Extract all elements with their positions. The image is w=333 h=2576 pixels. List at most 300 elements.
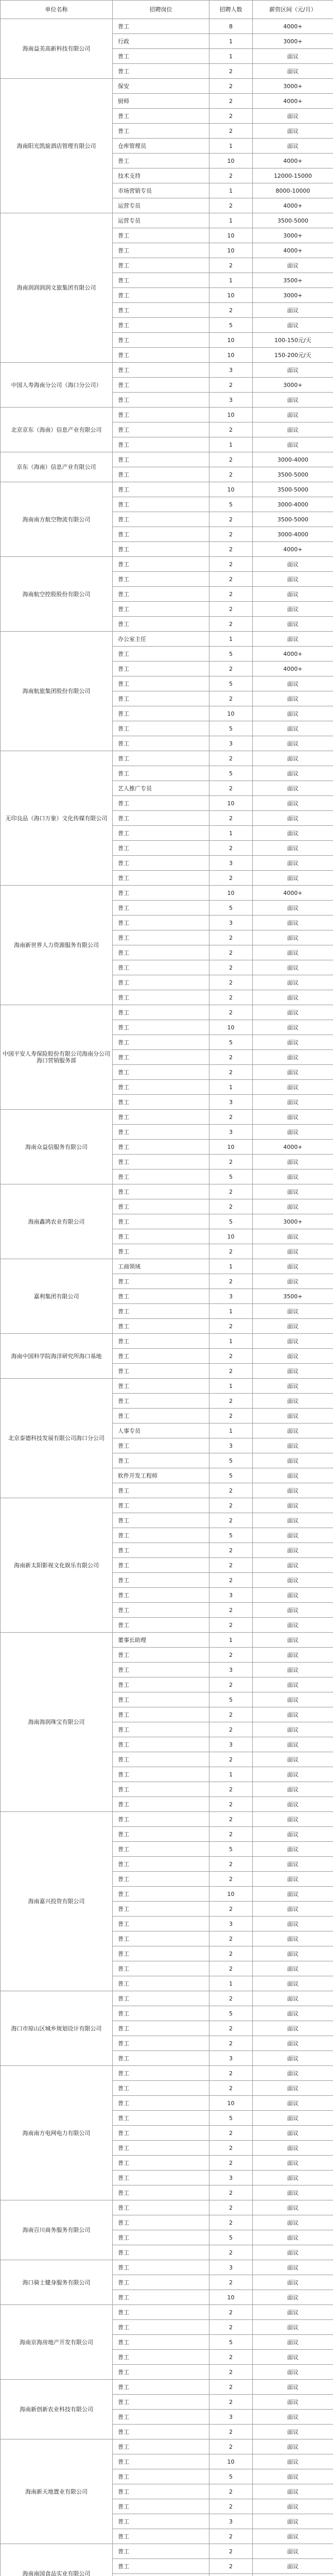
- headcount-cell: 2: [209, 1573, 253, 1588]
- job-title-cell: 普工: [113, 736, 209, 751]
- job-title-cell: 普工: [113, 2156, 209, 2171]
- salary-cell: 面议: [253, 1319, 333, 1334]
- headcount-cell: 2: [209, 1946, 253, 1961]
- job-title-cell: 普工: [113, 1214, 209, 1229]
- job-title-cell: 普工: [113, 2260, 209, 2275]
- job-title-cell: 人事专员: [113, 1423, 209, 1438]
- salary-cell: 3500+: [253, 273, 333, 288]
- unit-name-cell: 海南南国食品实业有限公司: [1, 2544, 113, 2576]
- salary-cell: 面议: [253, 2171, 333, 2185]
- salary-cell: 面议: [253, 318, 333, 333]
- unit-name-cell: 海南鑫鸿农业有限公司: [1, 1184, 113, 1259]
- job-title-cell: 普工: [113, 1842, 209, 1857]
- job-title-cell: 普工: [113, 1065, 209, 1080]
- headcount-cell: 5: [209, 2006, 253, 2021]
- salary-cell: 3000-4000: [253, 497, 333, 512]
- job-title-cell: 普工: [113, 408, 209, 422]
- salary-cell: 面议: [253, 1155, 333, 1170]
- salary-cell: 面议: [253, 2380, 333, 2395]
- salary-cell: 面议: [253, 856, 333, 871]
- job-title-cell: 普工: [113, 1618, 209, 1633]
- salary-cell: 3000+: [253, 228, 333, 243]
- job-title-cell: 普工: [113, 333, 209, 348]
- headcount-cell: 5: [209, 2111, 253, 2126]
- salary-cell: 4000+: [253, 94, 333, 109]
- salary-cell: 面议: [253, 2454, 333, 2469]
- job-title-cell: 普工: [113, 1334, 209, 1349]
- salary-cell: 面议: [253, 1782, 333, 1797]
- job-title-cell: 普工: [113, 288, 209, 303]
- job-title-cell: 普工: [113, 124, 209, 139]
- headcount-cell: 2: [209, 168, 253, 183]
- salary-cell: 面议: [253, 736, 333, 751]
- salary-cell: 面议: [253, 1752, 333, 1767]
- job-title-cell: 普工: [113, 1931, 209, 1946]
- salary-cell: 4000+: [253, 662, 333, 676]
- salary-cell: 面议: [253, 408, 333, 422]
- salary-cell: 面议: [253, 2051, 333, 2066]
- salary-cell: 面议: [253, 258, 333, 273]
- job-title-cell: 普工: [113, 258, 209, 273]
- job-title-cell: 普工: [113, 1513, 209, 1528]
- job-title-cell: 普工: [113, 751, 209, 766]
- job-title-cell: 普工: [113, 1394, 209, 1409]
- job-title-cell: 董事长助理: [113, 1633, 209, 1648]
- table-row: [1, 452, 333, 467]
- job-title-cell: 普工: [113, 1080, 209, 1095]
- job-title-cell: 普工: [113, 2439, 209, 2454]
- headcount-cell: 2: [209, 2081, 253, 2096]
- job-title-cell: 普工: [113, 2529, 209, 2544]
- job-title-cell: [113, 2574, 209, 2576]
- headcount-cell: 2: [209, 2365, 253, 2380]
- headcount-cell: 2: [209, 1155, 253, 1170]
- salary-cell: 面议: [253, 1468, 333, 1483]
- salary-cell: 面议: [253, 1573, 333, 1588]
- job-title-cell: 仓库管理员: [113, 139, 209, 154]
- salary-cell: 面议: [253, 2335, 333, 2350]
- job-title-cell: 普工: [113, 1319, 209, 1334]
- job-title-cell: 普工: [113, 617, 209, 632]
- headcount-cell: 5: [209, 1692, 253, 1707]
- table-row: [1, 632, 333, 647]
- salary-cell: 面议: [253, 632, 333, 647]
- salary-cell: 面议: [253, 1931, 333, 1946]
- headcount-cell: 2: [209, 781, 253, 796]
- salary-cell: 面议: [253, 1648, 333, 1663]
- headcount-cell: 2: [209, 1349, 253, 1364]
- job-title-cell: 普工: [113, 1857, 209, 1872]
- job-title-cell: 普工: [113, 1125, 209, 1140]
- salary-cell: 面议: [253, 1080, 333, 1095]
- job-title-cell: 普工: [113, 1095, 209, 1110]
- headcount-cell: 3: [209, 2171, 253, 2185]
- unit-name-cell: 海南新太阳影视文化娱乐有限公司: [1, 1498, 113, 1633]
- headcount-cell: 2: [209, 1961, 253, 1976]
- job-title-cell: 普工: [113, 2126, 209, 2141]
- salary-cell: 面议: [253, 811, 333, 826]
- headcount-cell: 2: [209, 2275, 253, 2290]
- job-title-cell: 普工: [113, 348, 209, 363]
- header-job: 招聘岗位: [113, 1, 209, 19]
- job-title-cell: 工商领域: [113, 1259, 209, 1274]
- headcount-cell: 2: [209, 1558, 253, 1573]
- headcount-cell: 2: [209, 2320, 253, 2335]
- job-title-cell: 普工: [113, 811, 209, 826]
- headcount-cell: 2: [209, 1707, 253, 1722]
- unit-name-cell: 海口骑士健身服务有限公司: [1, 2260, 113, 2305]
- unit-name-cell: 北京泰德科技发展有限公司海口分公司: [1, 1379, 113, 1498]
- headcount-cell: 2: [209, 1722, 253, 1737]
- headcount-cell: 1: [209, 1633, 253, 1648]
- table-row: [1, 1812, 333, 1827]
- job-title-cell: 普工: [113, 1050, 209, 1065]
- job-title-cell: 普工: [113, 2021, 209, 2036]
- headcount-cell: 1: [209, 1259, 253, 1274]
- unit-name-cell: 海南益美高新科技有限公司: [1, 19, 113, 79]
- salary-cell: 面议: [253, 1842, 333, 1857]
- salary-cell: 面议: [253, 2245, 333, 2260]
- job-title-cell: 普工: [113, 2484, 209, 2499]
- salary-cell: 面议: [253, 64, 333, 79]
- salary-cell: 12000-15000: [253, 168, 333, 183]
- job-title-cell: 普工: [113, 1558, 209, 1573]
- salary-cell: 面议: [253, 2469, 333, 2484]
- headcount-cell: 2: [209, 1184, 253, 1199]
- salary-cell: 面议: [253, 2439, 333, 2454]
- salary-cell: 面议: [253, 1588, 333, 1603]
- headcount-cell: 10: [209, 333, 253, 348]
- job-title-cell: 普工: [113, 1304, 209, 1319]
- salary-cell: 3000+: [253, 34, 333, 49]
- salary-cell: 面议: [253, 2395, 333, 2410]
- job-title-cell: 普工: [113, 363, 209, 378]
- job-title-cell: 普工: [113, 49, 209, 64]
- job-title-cell: 普工: [113, 1827, 209, 1842]
- salary-cell: 面议: [253, 1677, 333, 1692]
- job-title-cell: 普工: [113, 378, 209, 393]
- salary-cell: 3000+: [253, 378, 333, 393]
- headcount-cell: 1: [209, 183, 253, 198]
- headcount-cell: 5: [209, 497, 253, 512]
- job-title-cell: 普工: [113, 2454, 209, 2469]
- job-title-cell: 普工: [113, 826, 209, 841]
- table-row: [1, 79, 333, 94]
- salary-cell: 面议: [253, 1005, 333, 1020]
- headcount-cell: 2: [209, 2305, 253, 2320]
- unit-name-cell: 海南中国科学院海洋研究所海口基地: [1, 1334, 113, 1379]
- job-title-cell: 普工: [113, 228, 209, 243]
- headcount-cell: 2: [209, 1110, 253, 1125]
- salary-cell: 面议: [253, 602, 333, 617]
- unit-name-cell: 无印良品（海口万象）文化传媒有限公司: [1, 751, 113, 886]
- headcount-cell: 2: [209, 2395, 253, 2410]
- job-title-cell: 普工: [113, 1110, 209, 1125]
- headcount-cell: 5: [209, 1468, 253, 1483]
- salary-cell: 面议: [253, 990, 333, 1005]
- headcount-cell: 2: [209, 378, 253, 393]
- job-title-cell: 普工: [113, 1797, 209, 1812]
- salary-cell: 面议: [253, 1170, 333, 1184]
- headcount-cell: 2: [209, 1931, 253, 1946]
- job-title-cell: 普工: [113, 273, 209, 288]
- salary-cell: 面议: [253, 1304, 333, 1319]
- table-row: [1, 751, 333, 766]
- headcount-cell: 2: [209, 2544, 253, 2559]
- headcount-cell: 2: [209, 124, 253, 139]
- job-title-cell: 普工: [113, 1946, 209, 1961]
- salary-cell: 面议: [253, 2260, 333, 2275]
- salary-cell: 面议: [253, 2305, 333, 2320]
- job-title-cell: 普工: [113, 393, 209, 408]
- header-count: 招聘人数: [209, 1, 253, 19]
- headcount-cell: 5: [209, 2469, 253, 2484]
- job-title-cell: 普工: [113, 2096, 209, 2111]
- job-title-cell: 普工: [113, 2305, 209, 2320]
- headcount-cell: 1: [209, 1334, 253, 1349]
- headcount-cell: 10: [209, 706, 253, 721]
- salary-cell: 面议: [253, 1394, 333, 1409]
- salary-cell: 面议: [253, 945, 333, 960]
- job-title-cell: 技术支持: [113, 168, 209, 183]
- job-title-cell: 普工: [113, 856, 209, 871]
- job-title-cell: 市场营销专员: [113, 183, 209, 198]
- headcount-cell: 2: [209, 1065, 253, 1080]
- salary-cell: 面议: [253, 1349, 333, 1364]
- headcount-cell: 2: [209, 691, 253, 706]
- salary-cell: 4000+: [253, 154, 333, 168]
- job-title-cell: 普工: [113, 1379, 209, 1394]
- salary-cell: 面议: [253, 1035, 333, 1050]
- headcount-cell: 2: [209, 2066, 253, 2081]
- job-title-cell: 普工: [113, 2051, 209, 2066]
- job-title-cell: 普工: [113, 2380, 209, 2395]
- salary-cell: 面议: [253, 1603, 333, 1618]
- job-title-cell: 普工: [113, 497, 209, 512]
- salary-cell: 面议: [253, 2066, 333, 2081]
- headcount-cell: 10: [209, 2290, 253, 2305]
- salary-cell: 面议: [253, 2275, 333, 2290]
- headcount-cell: 2: [209, 527, 253, 542]
- salary-cell: 面议: [253, 1095, 333, 1110]
- salary-cell: 4000+: [253, 198, 333, 213]
- job-title-cell: 普工: [113, 1976, 209, 1991]
- headcount-cell: 2: [209, 557, 253, 572]
- salary-cell: 面议: [253, 1558, 333, 1573]
- job-title-cell: 普工: [113, 318, 209, 333]
- job-title-cell: 运营专员: [113, 198, 209, 213]
- salary-cell: 3000-4000: [253, 527, 333, 542]
- job-title-cell: 普工: [113, 527, 209, 542]
- job-title-cell: 普工: [113, 2425, 209, 2439]
- salary-cell: 面议: [253, 303, 333, 318]
- job-title-cell: 普工: [113, 437, 209, 452]
- job-title-cell: 普工: [113, 243, 209, 258]
- job-title-cell: 普工: [113, 1528, 209, 1543]
- unit-name-cell: 海南新世界人力资源服务有限公司: [1, 886, 113, 1005]
- salary-cell: 面议: [253, 706, 333, 721]
- table-row: [1, 482, 333, 497]
- headcount-cell: 3: [209, 1125, 253, 1140]
- job-title-cell: 办公室主任: [113, 632, 209, 647]
- headcount-cell: 2: [209, 841, 253, 856]
- headcount-cell: 1: [209, 34, 253, 49]
- salary-cell: 面议: [253, 721, 333, 736]
- salary-cell: 面议: [253, 751, 333, 766]
- unit-name-cell: 北京京东（海南）信息产业有限公司: [1, 408, 113, 452]
- job-title-cell: 普工: [113, 2141, 209, 2156]
- job-title-cell: 普工: [113, 662, 209, 676]
- job-title-cell: 普工: [113, 841, 209, 856]
- table-row: [1, 1259, 333, 1274]
- salary-cell: 面议: [253, 1857, 333, 1872]
- job-title-cell: 普工: [113, 1707, 209, 1722]
- headcount-cell: 2: [209, 2141, 253, 2156]
- salary-cell: 面议: [253, 2499, 333, 2514]
- headcount-cell: 2: [209, 2529, 253, 2544]
- headcount-cell: 2: [209, 258, 253, 273]
- table-row: [1, 2066, 333, 2081]
- job-title-cell: 普工: [113, 1453, 209, 1468]
- headcount-cell: 10: [209, 243, 253, 258]
- table-row: [1, 2380, 333, 2395]
- salary-cell: 面议: [253, 572, 333, 587]
- headcount-cell: 2: [209, 2425, 253, 2439]
- salary-cell: 3500-5000: [253, 512, 333, 527]
- salary-cell: 面议: [253, 1199, 333, 1214]
- headcount-cell: 2: [209, 2559, 253, 2574]
- job-title-cell: 普工: [113, 1035, 209, 1050]
- salary-cell: 面议: [253, 1334, 333, 1349]
- salary-cell: 面议: [253, 1722, 333, 1737]
- job-title-cell: 普工: [113, 2335, 209, 2350]
- header-unit: 单位名称: [1, 1, 113, 19]
- job-title-cell: 普工: [113, 2081, 209, 2096]
- headcount-cell: 2: [209, 1513, 253, 1528]
- job-title-cell: 普工: [113, 2544, 209, 2559]
- job-title-cell: 普工: [113, 916, 209, 930]
- job-title-cell: 普工: [113, 1603, 209, 1618]
- headcount-cell: 2: [209, 2499, 253, 2514]
- job-title-cell: 普工: [113, 1588, 209, 1603]
- headcount-cell: 2: [209, 1199, 253, 1214]
- job-title-cell: 普工: [113, 2499, 209, 2514]
- headcount-cell: 5: [209, 766, 253, 781]
- job-title-cell: 普工: [113, 2185, 209, 2200]
- salary-cell: 面议: [253, 2529, 333, 2544]
- salary-cell: 面议: [253, 2126, 333, 2141]
- headcount-cell: 2: [209, 930, 253, 945]
- job-title-cell: 普工: [113, 1199, 209, 1214]
- salary-cell: 面议: [253, 1872, 333, 1887]
- salary-cell: 面议: [253, 557, 333, 572]
- salary-cell: 面议: [253, 1050, 333, 1065]
- salary-cell: 100-150元/天: [253, 333, 333, 348]
- headcount-cell: 10: [209, 348, 253, 363]
- salary-cell: [253, 2574, 333, 2576]
- salary-cell: 面议: [253, 1946, 333, 1961]
- salary-cell: 面议: [253, 2410, 333, 2425]
- salary-cell: 面议: [253, 1379, 333, 1394]
- headcount-cell: 10: [209, 228, 253, 243]
- headcount-cell: 2: [209, 1782, 253, 1797]
- salary-cell: 面议: [253, 1229, 333, 1244]
- job-title-cell: 普工: [113, 587, 209, 602]
- job-title-cell: 普工: [113, 1902, 209, 1917]
- headcount-cell: 2: [209, 542, 253, 557]
- headcount-cell: 2: [209, 1618, 253, 1633]
- headcount-cell: 3: [209, 2410, 253, 2425]
- headcount-cell: 2: [209, 1498, 253, 1513]
- unit-name-cell: 海南润润润润文旅集团有限公司: [1, 213, 113, 363]
- headcount-cell: 1: [209, 437, 253, 452]
- headcount-cell: 5: [209, 1214, 253, 1229]
- headcount-cell: 2: [209, 662, 253, 676]
- salary-cell: 面议: [253, 393, 333, 408]
- job-title-cell: 普工: [113, 1349, 209, 1364]
- unit-name-cell: 海南新创新农业科技有限公司: [1, 2380, 113, 2439]
- job-title-cell: 普工: [113, 1872, 209, 1887]
- table-row: [1, 886, 333, 901]
- job-title-cell: 普工: [113, 512, 209, 527]
- headcount-cell: 2: [209, 751, 253, 766]
- job-title-cell: 普工: [113, 1991, 209, 2006]
- headcount-cell: 3: [209, 2260, 253, 2275]
- salary-cell: 3000-4000: [253, 452, 333, 467]
- job-title-cell: 普工: [113, 960, 209, 975]
- job-title-cell: 普工: [113, 691, 209, 706]
- headcount-cell: 2: [209, 975, 253, 990]
- job-title-cell: 普工: [113, 990, 209, 1005]
- salary-cell: 面议: [253, 2200, 333, 2215]
- job-title-cell: 普工: [113, 2006, 209, 2021]
- job-title-cell: 普工: [113, 1005, 209, 1020]
- job-title-cell: 普工: [113, 2410, 209, 2425]
- headcount-cell: 1: [209, 139, 253, 154]
- headcount-cell: 2: [209, 617, 253, 632]
- headcount-cell: 2: [209, 422, 253, 437]
- salary-cell: 面议: [253, 796, 333, 811]
- headcount-cell: 3: [209, 1737, 253, 1752]
- headcount-cell: 3: [209, 916, 253, 930]
- salary-cell: 面议: [253, 1812, 333, 1827]
- headcount-cell: 2: [209, 94, 253, 109]
- unit-name-cell: 海南海润珠宝有限公司: [1, 1633, 113, 1812]
- headcount-cell: 5: [209, 1170, 253, 1184]
- job-title-cell: 普工: [113, 1543, 209, 1558]
- salary-cell: 面议: [253, 2230, 333, 2245]
- job-title-cell: 普工: [113, 422, 209, 437]
- headcount-cell: 5: [209, 2335, 253, 2350]
- job-title-cell: 普工: [113, 64, 209, 79]
- headcount-cell: 5: [209, 1528, 253, 1543]
- headcount-cell: 1: [209, 1767, 253, 1782]
- job-title-cell: 普工: [113, 1274, 209, 1289]
- headcount-cell: 10: [209, 288, 253, 303]
- salary-cell: 面议: [253, 1274, 333, 1289]
- headcount-cell: 3: [209, 736, 253, 751]
- job-title-cell: 普工: [113, 1782, 209, 1797]
- salary-cell: 3000+: [253, 79, 333, 94]
- headcount-cell: [209, 2574, 253, 2576]
- headcount-cell: 2: [209, 1797, 253, 1812]
- job-title-cell: 普工: [113, 1722, 209, 1737]
- salary-cell: 面议: [253, 2425, 333, 2439]
- job-title-cell: 艺人推广专员: [113, 781, 209, 796]
- headcount-cell: 2: [209, 871, 253, 886]
- table-header-row: [1, 1, 333, 19]
- headcount-cell: 2: [209, 1827, 253, 1842]
